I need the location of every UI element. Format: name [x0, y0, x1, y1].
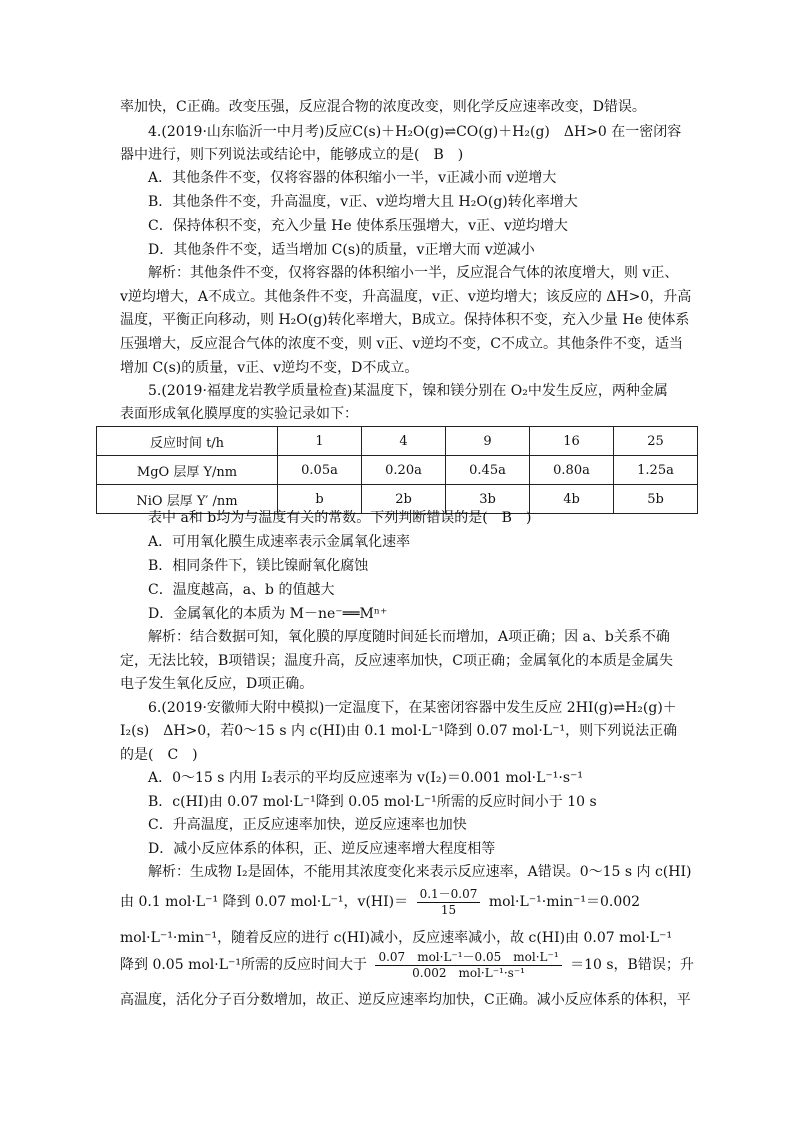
table-cell: 1.25a	[614, 456, 698, 485]
table-cell: 4b	[530, 485, 614, 514]
question-5-solution: 电子发生氧化反应，D项正确。	[120, 676, 314, 692]
table-cell: 2b	[362, 485, 446, 514]
question-4-solution: 增加 C(s)的质量，v正、v逆均不变，D不成立。	[120, 360, 419, 376]
table-header-cell: MgO 层厚 Y/nm	[97, 456, 278, 485]
question-5-stem: 表面形成氧化膜厚度的实验记录如下：	[120, 406, 358, 422]
question-5-stem: 表中 a和 b均为与温度有关的常数。下列判断错误的是( B )	[148, 510, 532, 526]
table-cell: 9	[446, 427, 530, 456]
question-6-stem: I₂(s) ΔH>0，若0～15 s 内 c(HI)由 0.1 mol·L⁻¹降到 0.07 mol·L⁻¹，则下列说法正确	[120, 723, 678, 739]
question-4-option-b: B．其他条件不变，升高温度，v正、v逆均增大且 H₂O(g)转化率增大	[148, 194, 578, 210]
table-row	[97, 427, 698, 456]
table-cell: 0.80a	[530, 456, 614, 485]
question-6-stem: 6.(2019·安徽师大附中模拟)一定温度下，在某密闭容器中发生反应 2HI(g)⇌H₂(g)＋	[148, 700, 677, 716]
question-6-option-a: A．0～15 s 内用 I₂表示的平均反应速率为 v(I₂)＝0.001 mol·L⁻¹·s⁻¹	[148, 770, 584, 786]
question-6-solution: 解析：生成物 I₂是固体，不能用其浓度变化来表示反应速率，A错误。0～15 s 内 c(HI)	[148, 864, 692, 880]
fraction	[417, 887, 481, 918]
question-6-solution-rate-line	[120, 885, 686, 919]
table-cell: 25	[614, 427, 698, 456]
solution-text: 降到 0.05 mol·L⁻¹所需的反应时间大于	[120, 957, 368, 973]
question-5-option-d: D．金属氧化的本质为 M－ne⁻══Mⁿ⁺	[148, 606, 388, 622]
question-4-solution: 温度，平衡正向移动，则 H₂O(g)转化率增大，B成立。保持体积不变，充入少量 He 使体系	[120, 312, 690, 328]
table-header-cell: NiO 层厚 Y′ /nm	[97, 485, 278, 514]
fraction-denominator: 0.002 mol·L⁻¹·s⁻¹	[412, 965, 525, 980]
question-6-solution: 高温度，活化分子百分数增加，故正、逆反应速率均加快，C正确。减小反应体系的体积，平	[120, 992, 691, 1008]
question-6-option-c: C．升高温度，正反应速率加快，逆反应速率也加快	[148, 817, 467, 833]
question-4-option-a: A．其他条件不变，仅将容器的体积缩小一半，v正减小而 v逆增大	[148, 170, 557, 186]
question-6-option-b: B．c(HI)由 0.07 mol·L⁻¹降到 0.05 mol·L⁻¹所需的反应时间小于 10 s	[148, 794, 597, 810]
table-cell: 1	[278, 427, 362, 456]
solution-text: ＝10 s，B错误；升	[570, 957, 694, 973]
solution-text: mol·L⁻¹·min⁻¹＝0.002	[488, 894, 641, 910]
question-4-solution: 压强增大，反应混合气体的浓度不变，则 v正、v逆均不变，C不成立。其他条件不变，适当	[120, 336, 683, 352]
table-cell: 0.05a	[278, 456, 362, 485]
question-5-solution: 解析：结合数据可知，氧化膜的厚度随时间延长而增加，A项正确；因 a、b关系不确	[148, 629, 670, 645]
question-5-option-b: B．相同条件下，镁比镍耐氧化腐蚀	[148, 558, 369, 574]
question-5-option-a: A．可用氧化膜生成速率表示金属氧化速率	[148, 534, 411, 550]
table-cell: b	[278, 485, 362, 514]
fraction-numerator: 0.07 mol·L⁻¹－0.05 mol·L⁻¹	[375, 950, 561, 966]
fraction-numerator: 0.1－0.07	[417, 887, 481, 903]
table-header-cell: 反应时间 t/h	[97, 427, 278, 456]
question-4-solution: v逆均增大，A不成立。其他条件不变，升高温度，v正、v逆均增大；该反应的 ΔH>0，升高	[120, 289, 692, 305]
question-6-option-d: D．减小反应体系的体积，正、逆反应速率增大程度相等	[148, 841, 496, 857]
question-6-solution: mol·L⁻¹·min⁻¹，随着反应的进行 c(HI)减小，反应速率减小，故 c(HI)由 0.07 mol·L⁻¹	[120, 930, 673, 946]
question-5-solution: 定，无法比较，B项错误；温度升高，反应速率加快，C项正确；金属氧化的本质是金属失	[120, 653, 673, 669]
solution-text: 由 0.1 mol·L⁻¹ 降到 0.07 mol·L⁻¹，v(HI)＝	[120, 894, 409, 910]
question-6-solution-time-line	[120, 948, 694, 982]
question-4-stem: 4.(2019·山东临沂一中月考)反应C(s)＋H₂O(g)⇌CO(g)＋H₂(g) ΔH>0 在一密闭容	[148, 124, 682, 140]
question-4-solution: 解析：其他条件不变，仅将容器的体积缩小一半，反应混合气体的浓度增大，则 v正、	[148, 265, 679, 281]
table-cell: 3b	[446, 485, 530, 514]
table-row	[97, 456, 698, 485]
table-cell: 5b	[614, 485, 698, 514]
paragraph-line: 率加快，C正确。改变压强，反应混合物的浓度改变，则化学反应速率改变，D错误。	[120, 99, 646, 115]
fraction-denominator: 15	[440, 902, 457, 917]
fraction	[375, 950, 561, 981]
question-4-option-c: C．保持体积不变，充入少量 He 使体系压强增大，v正、v逆均增大	[148, 218, 568, 234]
question-4-stem: 器中进行，则下列说法或结论中，能够成立的是( B )	[120, 147, 464, 163]
oxide-thickness-table	[96, 426, 698, 514]
question-4-option-d: D．其他条件不变，适当增加 C(s)的质量，v正增大而 v逆减小	[148, 242, 535, 258]
table-cell: 16	[530, 427, 614, 456]
table-cell: 4	[362, 427, 446, 456]
question-6-stem: 的是( C )	[120, 747, 198, 763]
question-5-option-c: C．温度越高，a、b 的值越大	[148, 582, 335, 598]
table-cell: 0.20a	[362, 456, 446, 485]
table-cell: 0.45a	[446, 456, 530, 485]
question-5-stem: 5.(2019·福建龙岩教学质量检查)某温度下，镍和镁分别在 O₂中发生反应，两种金属	[148, 383, 668, 399]
